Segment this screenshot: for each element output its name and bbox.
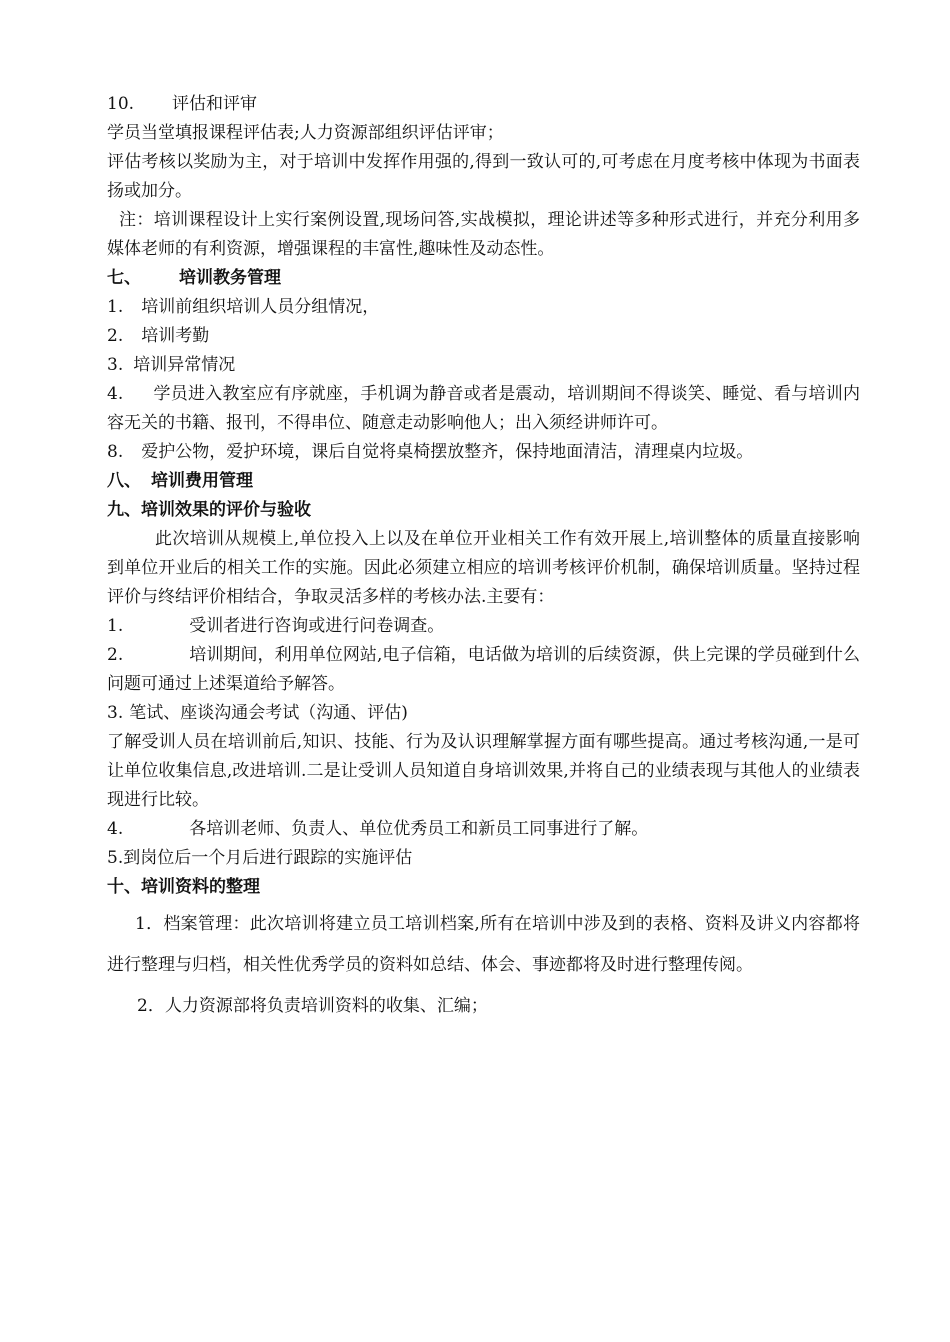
section-9-item-number: 1. [107, 616, 124, 636]
section-9-item [107, 815, 860, 844]
section-8-number: 八、 [107, 471, 141, 491]
section-7-item-number: 1. [107, 297, 124, 317]
section-9-item-5: 5.到岗位后一个月后进行跟踪的实施评估 [107, 848, 413, 868]
section-7-item-text: 培训异常情况 [133, 355, 236, 375]
section-10-heading [107, 90, 860, 119]
section-9-item-text: 受训者进行咨询或进行问卷调查。 [189, 616, 445, 636]
section-9-item [107, 612, 860, 641]
section-10-number: 10. [107, 94, 135, 114]
section-9-item-text: 各培训老师、负责人、单位优秀员工和新员工同事进行了解。 [189, 819, 649, 839]
section-9-item-number: 3. [107, 703, 124, 723]
section-9-item-number: 2. [107, 645, 124, 665]
section-7-item-text: 学员进入教室应有序就座，手机调为静音或者是震动，培训期间不得谈笑、睡觉、看与培训内容无关的书籍、报刊，不得串位、随意走动影响他人；出入须经讲师许可。 [107, 384, 860, 433]
section-7-item-number: 8. [107, 442, 124, 462]
section-7-heading [107, 264, 860, 293]
section-7-item-text: 培训考勤 [141, 326, 210, 346]
section-7-item-text: 培训前组织培训人员分组情况， [141, 297, 380, 317]
section-7-item [107, 380, 860, 438]
section-7-title: 培训教务管理 [179, 268, 281, 288]
section-9-item-number: 4. [107, 819, 124, 839]
section-7-item [107, 438, 860, 467]
section-9-item [107, 641, 860, 699]
section-7-item [107, 322, 860, 351]
section-10-note: 注：培训课程设计上实行案例设置,现场问答,实战模拟，理论讲述等多种形式进行，并充分利用多媒体老师的有利资源，增强课程的丰富性,趣味性及动态性。 [107, 210, 860, 259]
section-10b-paragraph-2: 2．人力资源部将负责培训资料的收集、汇编； [137, 996, 488, 1016]
section-7-item [107, 293, 860, 322]
section-7-item-text: 爱护公物，爱护环境，课后自觉将桌椅摆放整齐，保持地面清洁，清理桌内垃圾。 [141, 442, 754, 462]
section-10-paragraph-2: 评估考核以奖励为主，对于培训中发挥作用强的,得到一致认可的,可考虑在月度考核中体现为书面表扬或加分。 [107, 152, 860, 201]
section-9-item-text: 笔试、座谈沟通会考试（沟通、评估) [129, 703, 408, 723]
section-7-item-number: 2. [107, 326, 124, 346]
section-9-item-3-detail: 了解受训人员在培训前后,知识、技能、行为及认识理解掌握方面有哪些提高。通过考核沟通,一是可让单位收集信息,改进培训.二是让受训人员知道自身培训效果,并将自己的业绩表现与其他人的业绩表现进行比较。 [107, 732, 860, 810]
section-10-paragraph-1: 学员当堂填报课程评估表;人力资源部组织评估评审； [107, 123, 504, 143]
document-page [107, 90, 860, 1027]
section-7-item-number: 3. [107, 355, 124, 375]
section-9-heading: 九、培训效果的评价与验收 [107, 500, 311, 520]
section-9-intro: 此次培训从规模上,单位投入上以及在单位开业相关工作有效开展上,培训整体的质量直接影响到单位开业后的相关工作的实施。因此必须建立相应的培训考核评价机制，确保培训质量。坚持过程评价与终结评价相结合，争取灵活多样的考核办法.主要有： [107, 529, 860, 607]
section-7-item [107, 351, 860, 380]
section-7-item-number: 4. [107, 384, 124, 404]
section-8-heading [107, 467, 860, 496]
section-10-title: 评估和评审 [172, 94, 258, 114]
section-9-item-text: 培训期间，利用单位网站,电子信箱，电话做为培训的后续资源，供上完课的学员碰到什么问题可通过上述渠道给予解答。 [107, 645, 860, 694]
section-9-item [107, 699, 860, 728]
section-10b-paragraph-1: 1．档案管理：此次培训将建立员工培训档案,所有在培训中涉及到的表格、资料及讲义内容都将进行整理与归档，相关性优秀学员的资料如总结、体会、事迹都将及时进行整理传阅。 [107, 914, 860, 975]
section-7-number: 七、 [107, 268, 141, 288]
section-8-title: 培训费用管理 [151, 471, 253, 491]
section-10b-heading: 十、培训资料的整理 [107, 877, 260, 897]
